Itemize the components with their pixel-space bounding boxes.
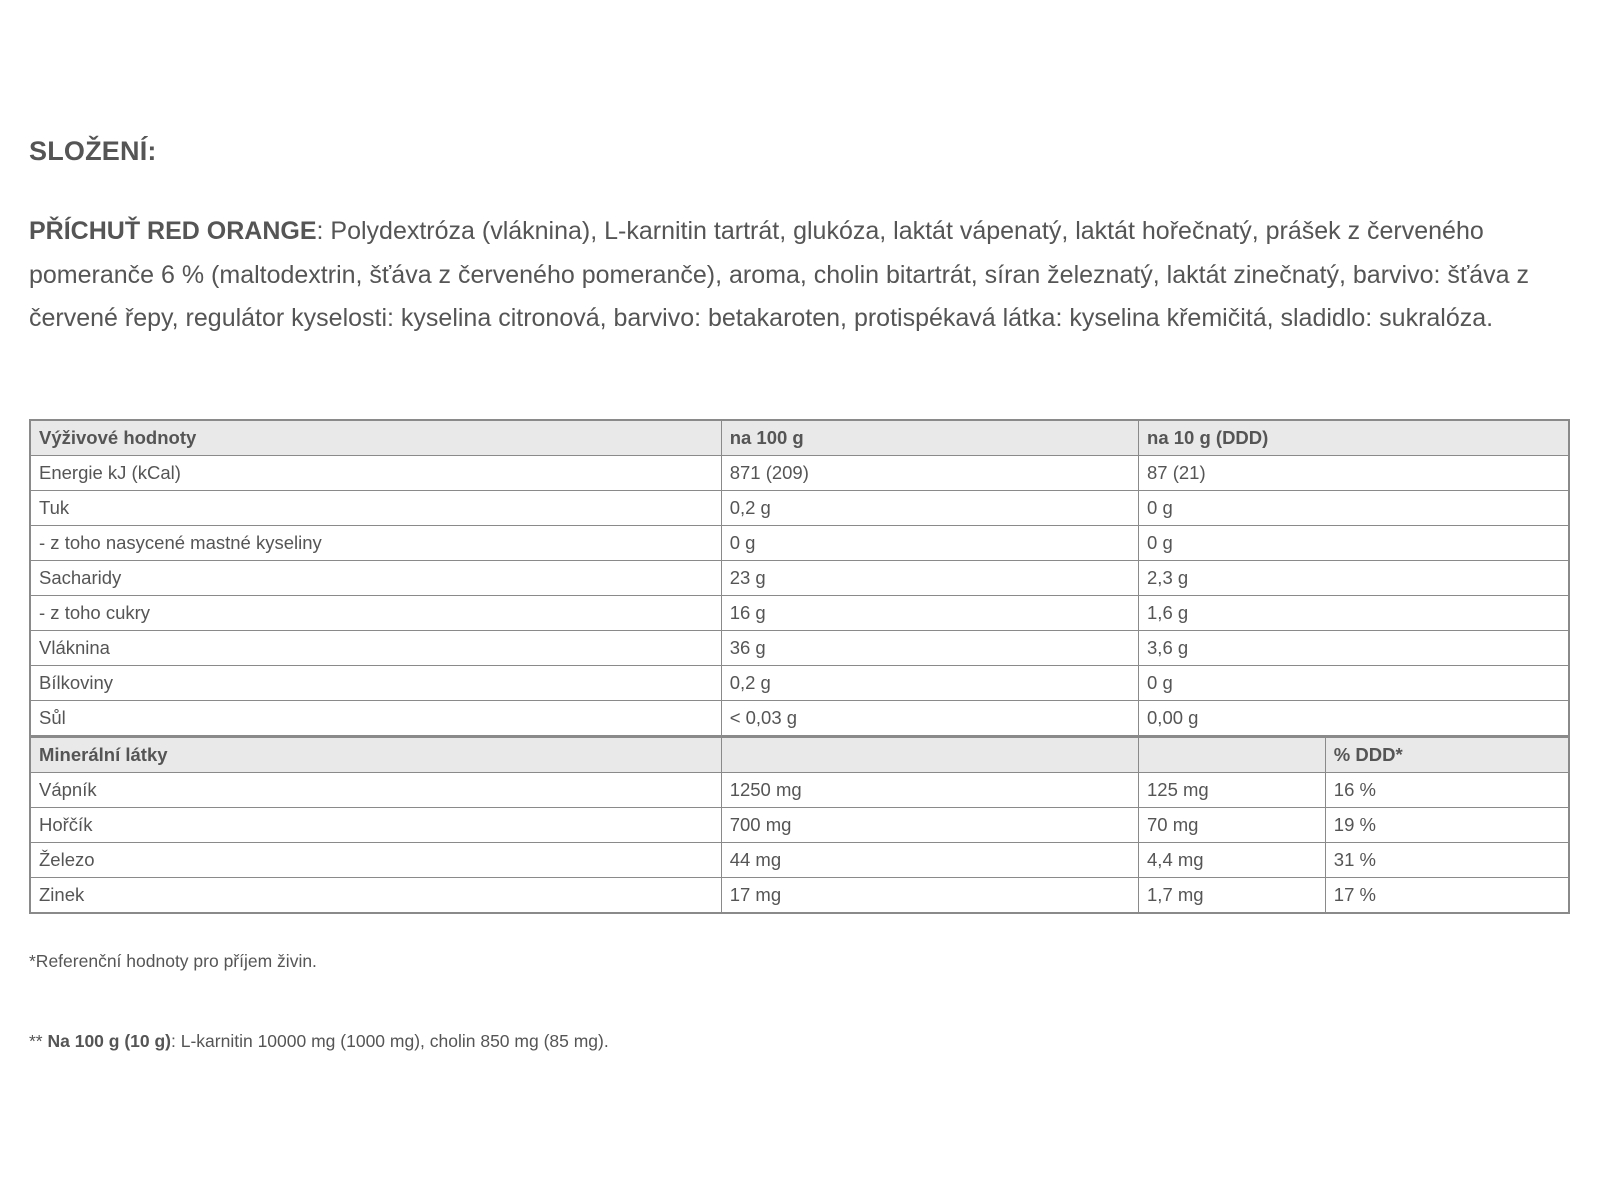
table-row [30, 631, 1569, 666]
minerals-header-row [30, 737, 1569, 773]
mineral-ddd-percent: 31 % [1325, 843, 1569, 878]
row-value-100g: < 0,03 g [721, 701, 1138, 737]
nutrition-table [29, 419, 1570, 914]
mineral-value-10g: 4,4 mg [1139, 843, 1326, 878]
row-value-10g: 87 (21) [1139, 456, 1569, 491]
mineral-value-100g: 1250 mg [721, 773, 1138, 808]
row-value-100g: 0 g [721, 526, 1138, 561]
row-value-10g: 0 g [1139, 666, 1569, 701]
row-value-10g: 2,3 g [1139, 561, 1569, 596]
mineral-value-10g: 125 mg [1139, 773, 1326, 808]
carnitine-footnote [29, 1031, 609, 1052]
row-value-100g: 16 g [721, 596, 1138, 631]
header-cell-ddd: % DDD* [1325, 737, 1569, 773]
reference-footnote: *Referenční hodnoty pro příjem živin. [29, 951, 317, 971]
row-label: - z toho nasycené mastné kyseliny [30, 526, 721, 561]
row-value-100g: 23 g [721, 561, 1138, 596]
table-row [30, 526, 1569, 561]
table-row [30, 701, 1569, 737]
mineral-value-100g: 17 mg [721, 878, 1138, 914]
header-cell-empty [721, 737, 1138, 773]
row-value-10g: 3,6 g [1139, 631, 1569, 666]
header-cell-per-100g: na 100 g [721, 420, 1138, 456]
footnote-text: : L-karnitin 10000 mg (1000 mg), cholin 850 mg (85 mg). [171, 1031, 609, 1051]
nutrition-header-row [30, 420, 1569, 456]
row-label: Sacharidy [30, 561, 721, 596]
table-row [30, 666, 1569, 701]
ingredients-text: : Polydextróza (vláknina), L-karnitin tartrát, glukóza, laktát vápenatý, laktát hořečnatý, prášek z červeného pomeranče 6 % (maltodextrin, šťáva z červeného pomeranče), aroma, cholin bitartrát, síran železnatý, laktát zinečnatý, barvivo: šťáva z červené řepy, regulátor kyselosti: kyselina citronová, barvivo: betakaroten, protispékavá látka: kyselina křemičitá, sladidlo: sukralóza. [29, 217, 1529, 332]
table-row [30, 808, 1569, 843]
mineral-ddd-percent: 19 % [1325, 808, 1569, 843]
table-row [30, 878, 1569, 914]
table-row [30, 456, 1569, 491]
row-label: - z toho cukry [30, 596, 721, 631]
row-label: Sůl [30, 701, 721, 737]
table-row [30, 561, 1569, 596]
row-value-10g: 0 g [1139, 491, 1569, 526]
table-row [30, 491, 1569, 526]
row-label: Tuk [30, 491, 721, 526]
mineral-value-100g: 44 mg [721, 843, 1138, 878]
mineral-label: Železo [30, 843, 721, 878]
mineral-label: Zinek [30, 878, 721, 914]
row-label: Vláknina [30, 631, 721, 666]
header-cell-minerals: Minerální látky [30, 737, 721, 773]
header-cell-per-10g: na 10 g (DDD) [1139, 420, 1569, 456]
row-value-100g: 0,2 g [721, 491, 1138, 526]
flavor-label: PŘÍCHUŤ RED ORANGE [29, 217, 317, 245]
row-label: Bílkoviny [30, 666, 721, 701]
row-value-10g: 0,00 g [1139, 701, 1569, 737]
mineral-value-10g: 70 mg [1139, 808, 1326, 843]
footnote-prefix: ** [29, 1031, 48, 1051]
composition-paragraph [29, 210, 1549, 341]
row-value-100g: 36 g [721, 631, 1138, 666]
section-heading: SLOŽENÍ: [29, 136, 157, 166]
row-value-100g: 871 (209) [721, 456, 1138, 491]
row-value-10g: 1,6 g [1139, 596, 1569, 631]
mineral-label: Vápník [30, 773, 721, 808]
table-row [30, 596, 1569, 631]
table-row [30, 773, 1569, 808]
row-value-10g: 0 g [1139, 526, 1569, 561]
header-cell-empty [1139, 737, 1326, 773]
row-value-100g: 0,2 g [721, 666, 1138, 701]
header-cell-nutrients: Výživové hodnoty [30, 420, 721, 456]
mineral-ddd-percent: 16 % [1325, 773, 1569, 808]
mineral-value-10g: 1,7 mg [1139, 878, 1326, 914]
table-row [30, 843, 1569, 878]
row-label: Energie kJ (kCal) [30, 456, 721, 491]
footnote-bold: Na 100 g (10 g) [47, 1031, 172, 1051]
mineral-ddd-percent: 17 % [1325, 878, 1569, 914]
mineral-label: Hořčík [30, 808, 721, 843]
mineral-value-100g: 700 mg [721, 808, 1138, 843]
